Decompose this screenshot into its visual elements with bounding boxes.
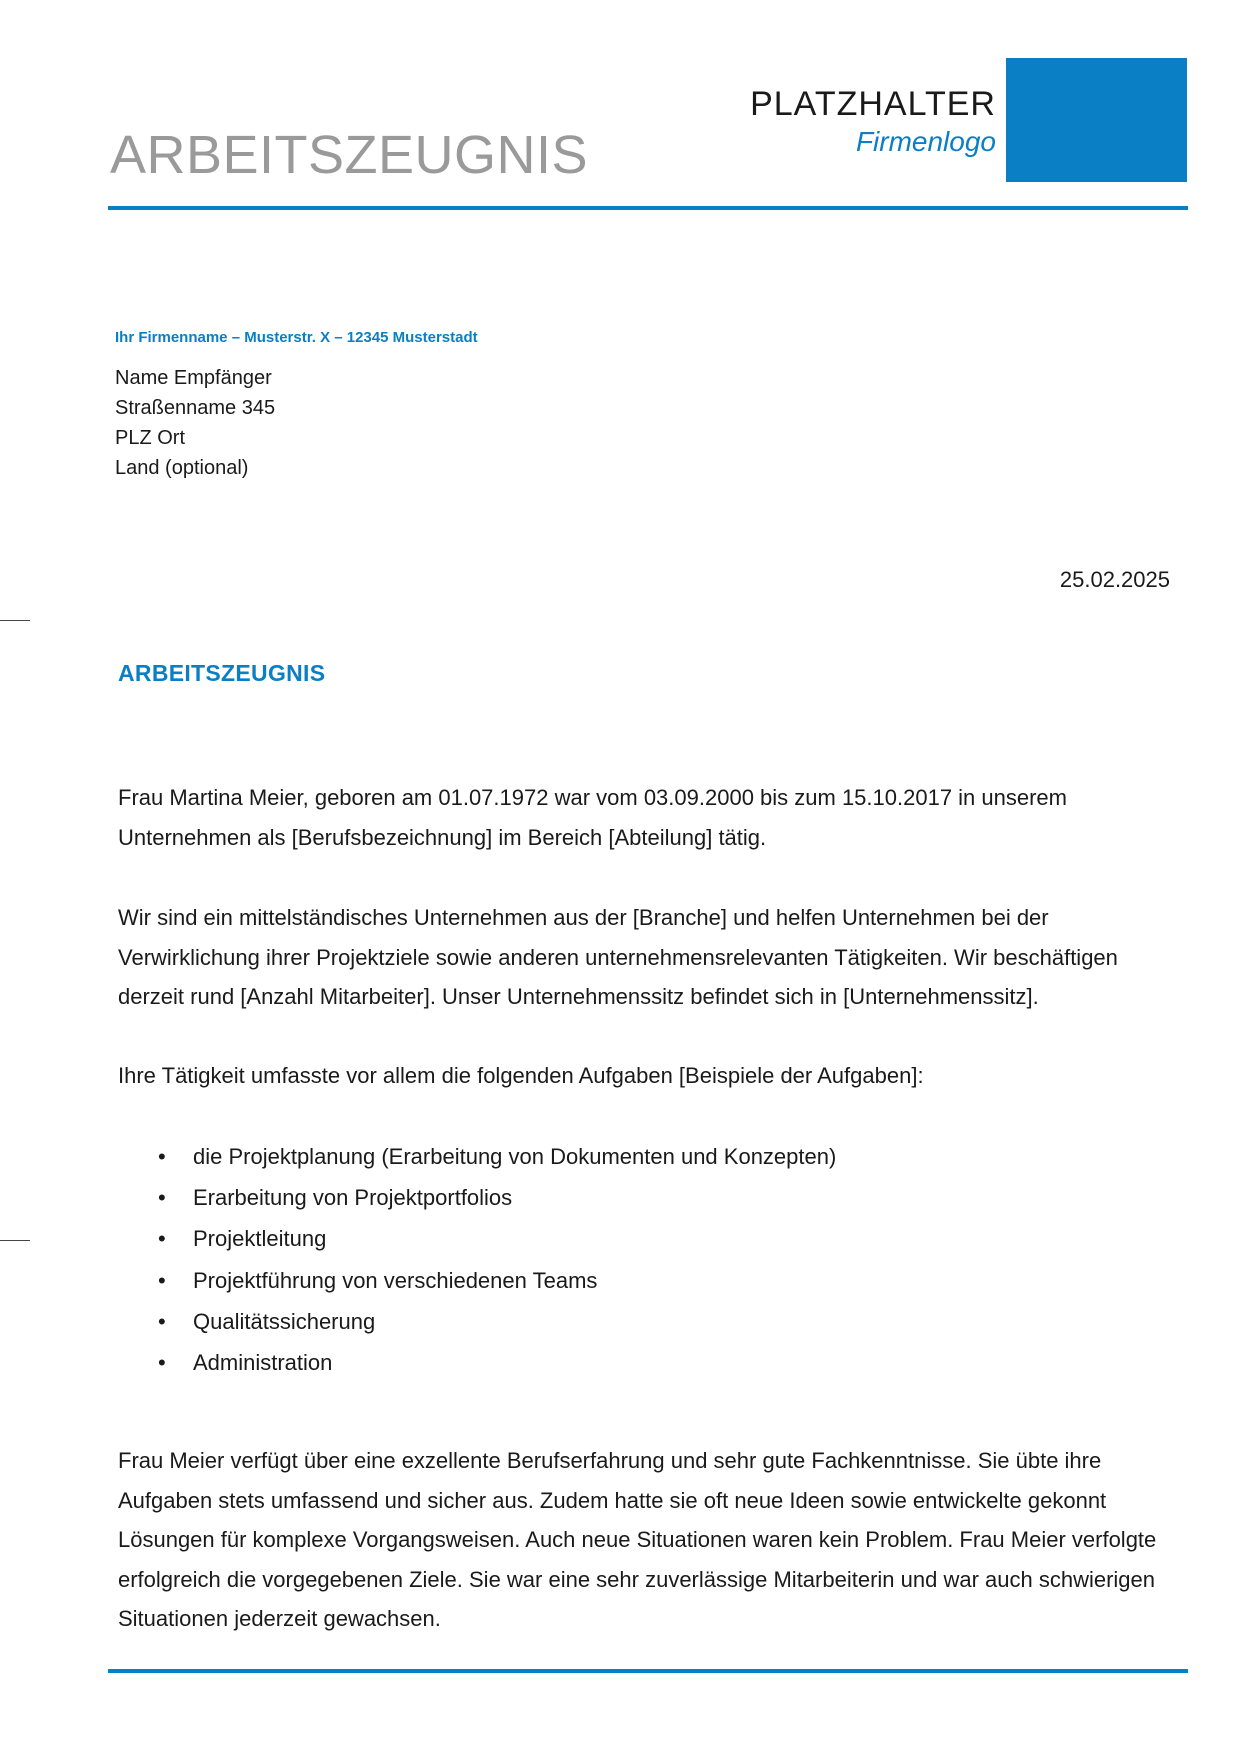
company-logo-placeholder bbox=[750, 87, 996, 159]
task-text: Qualitätssicherung bbox=[193, 1308, 376, 1334]
task-list bbox=[118, 1136, 836, 1383]
document-title: ARBEITSZEUGNIS bbox=[118, 660, 326, 686]
bullet-icon: • bbox=[158, 1267, 166, 1293]
paragraph-intro: Frau Martina Meier, geboren am 01.07.1972 war vom 03.09.2000 bis zum 15.10.2017 in unserem Unternehmen als [Berufsbezeichnung] im Bereich [Abteilung] tätig. bbox=[118, 785, 1067, 850]
task-text: die Projektplanung (Erarbeitung von Dokumenten und Konzepten) bbox=[193, 1144, 837, 1169]
list-item bbox=[118, 1218, 836, 1259]
recipient-name: Name Empfänger bbox=[115, 367, 272, 389]
footer-divider bbox=[108, 1669, 1188, 1673]
task-text: Projektführung von verschiedenen Teams bbox=[193, 1267, 598, 1293]
letter-date: 25.02.2025 bbox=[1059, 567, 1170, 592]
bullet-icon: • bbox=[158, 1185, 166, 1211]
logo-sub-text: Firmenlogo bbox=[855, 126, 996, 157]
paragraph-tasks-intro: Ihre Tätigkeit umfasste vor allem die folgenden Aufgaben [Beispiele der Aufgaben]: bbox=[118, 1063, 924, 1088]
recipient-country: Land (optional) bbox=[115, 457, 249, 479]
bullet-icon: • bbox=[158, 1308, 166, 1334]
list-item bbox=[118, 1177, 836, 1218]
header-divider bbox=[108, 206, 1188, 210]
recipient-street: Straßenname 345 bbox=[115, 397, 276, 419]
paragraph-company: Wir sind ein mittelständisches Unternehmen aus der [Branche] und helfen Unternehmen bei der Verwirklichung ihrer Projektziele sowie anderen unternehmensrelevanten Tätigkeiten. Wir beschäftigen derzeit rund [Anzahl Mitarbeiter]. Unser Unternehmenssitz befindet sich in [Unternehmenssitz]. bbox=[118, 905, 1118, 1009]
list-item bbox=[118, 1136, 836, 1177]
logo-main-text: PLATZHALTER bbox=[750, 85, 996, 123]
fold-mark-top bbox=[0, 620, 30, 621]
recipient-city: PLZ Ort bbox=[115, 427, 186, 449]
list-item bbox=[118, 1342, 836, 1383]
bullet-icon: • bbox=[158, 1350, 166, 1376]
fold-mark-bottom bbox=[0, 1240, 30, 1241]
sender-address-line: Ihr Firmenname – Musterstr. X – 12345 Musterstadt bbox=[115, 329, 478, 346]
bullet-icon: • bbox=[158, 1144, 166, 1169]
recipient-address bbox=[115, 363, 275, 483]
logo-color-block bbox=[1006, 58, 1187, 182]
list-item bbox=[118, 1260, 836, 1301]
list-item bbox=[118, 1301, 836, 1342]
paragraph-assessment: Frau Meier verfügt über eine exzellente Berufserfahrung und sehr gute Fachkenntnisse. Sie übte ihre Aufgaben stets umfassend und sicher aus. Zudem hatte sie oft neue Ideen sowie entwickelte gekonnt Lösungen für komplexe Vorgangsweisen. Auch neue Situationen waren kein Problem. Frau Meier verfolgte erfolgreich die vorgegebenen Ziele. Sie war eine sehr zuverlässige Mitarbeiterin und war auch schwierigen Situationen jederzeit gewachsen. bbox=[118, 1448, 1157, 1631]
task-text: Administration bbox=[193, 1350, 333, 1376]
task-text: Projektleitung bbox=[193, 1226, 327, 1252]
header-title: ARBEITSZEUGNIS bbox=[110, 125, 589, 185]
bullet-icon: • bbox=[158, 1226, 166, 1252]
task-text: Erarbeitung von Projektportfolios bbox=[193, 1185, 513, 1211]
